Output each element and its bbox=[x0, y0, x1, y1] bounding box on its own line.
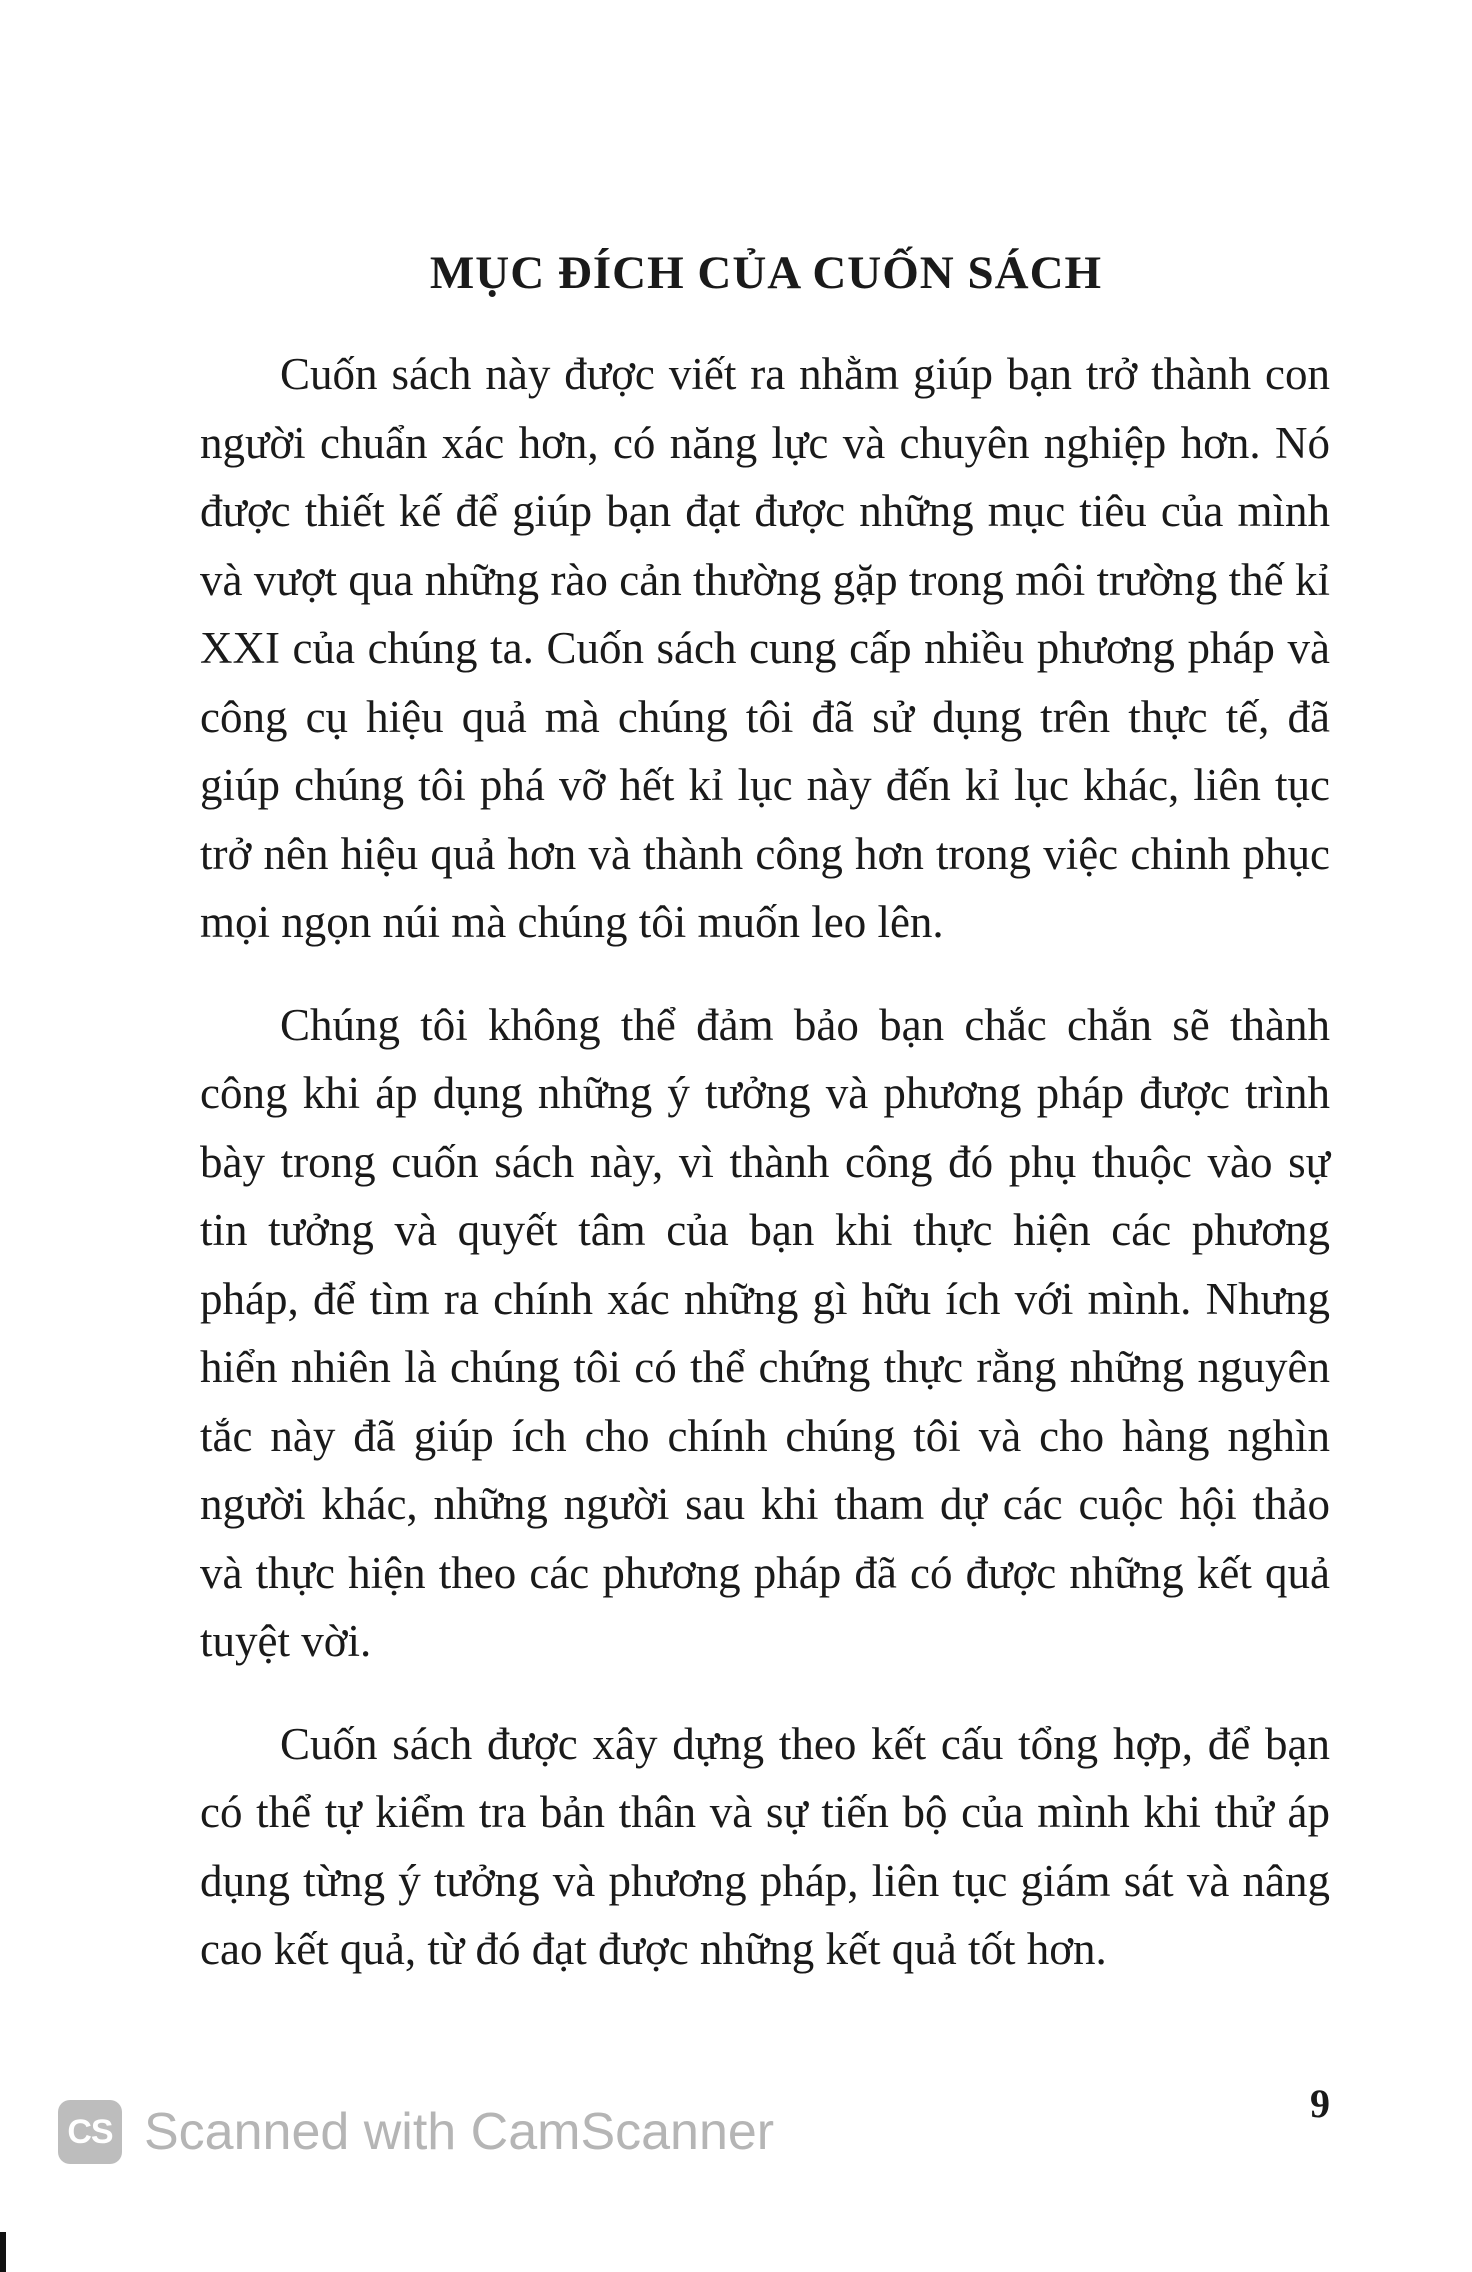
body-text bbox=[200, 340, 1330, 2018]
paragraph-1: Cuốn sách này được viết ra nhằm giúp bạn trở thành con người chuẩn xác hơn, có năng lực và chuyên nghiệp hơn. Nó được thiết kế để giúp bạn đạt được những mục tiêu của mình và vượt qua những rào cản thường gặp trong môi trường thế kỉ XXI của chúng ta. Cuốn sách cung cấp nhiều phương pháp và công cụ hiệu quả mà chúng tôi đã sử dụng trên thực tế, đã giúp chúng tôi phá vỡ hết kỉ lục này đến kỉ lục khác, liên tục trở nên hiệu quả hơn và thành công hơn trong việc chinh phục mọi ngọn núi mà chúng tôi muốn leo lên. bbox=[200, 349, 1330, 947]
camscanner-logo-icon: CS bbox=[58, 2100, 122, 2164]
scan-edge-mark bbox=[0, 2232, 6, 2272]
paragraph-2: Chúng tôi không thể đảm bảo bạn chắc chắn sẽ thành công khi áp dụng những ý tưởng và phương pháp được trình bày trong cuốn sách này, vì thành công đó phụ thuộc vào sự tin tưởng và quyết tâm của bạn khi thực hiện các phương pháp, để tìm ra chính xác những gì hữu ích với mình. Nhưng hiển nhiên là chúng tôi có thể chứng thực rằng những nguyên tắc này đã giúp ích cho chính chúng tôi và cho hàng nghìn người khác, những người sau khi tham dự các cuộc hội thảo và thực hiện theo các phương pháp đã có được những kết quả tuyệt vời. bbox=[200, 999, 1330, 1666]
watermark-text: Scanned with CamScanner bbox=[144, 2103, 775, 2161]
camscanner-watermark bbox=[58, 2100, 774, 2164]
page-number: 9 bbox=[1310, 2081, 1330, 2126]
page-title: MỤC ĐÍCH CỦA CUỐN SÁCH bbox=[429, 247, 1103, 299]
paragraph-3: Cuốn sách được xây dựng theo kết cấu tổng hợp, để bạn có thể tự kiểm tra bản thân và sự tiến bộ của mình khi thử áp dụng từng ý tưởng và phương pháp, liên tục giám sát và nâng cao kết quả, từ đó đạt được những kết quả tốt hơn. bbox=[200, 1718, 1330, 1974]
